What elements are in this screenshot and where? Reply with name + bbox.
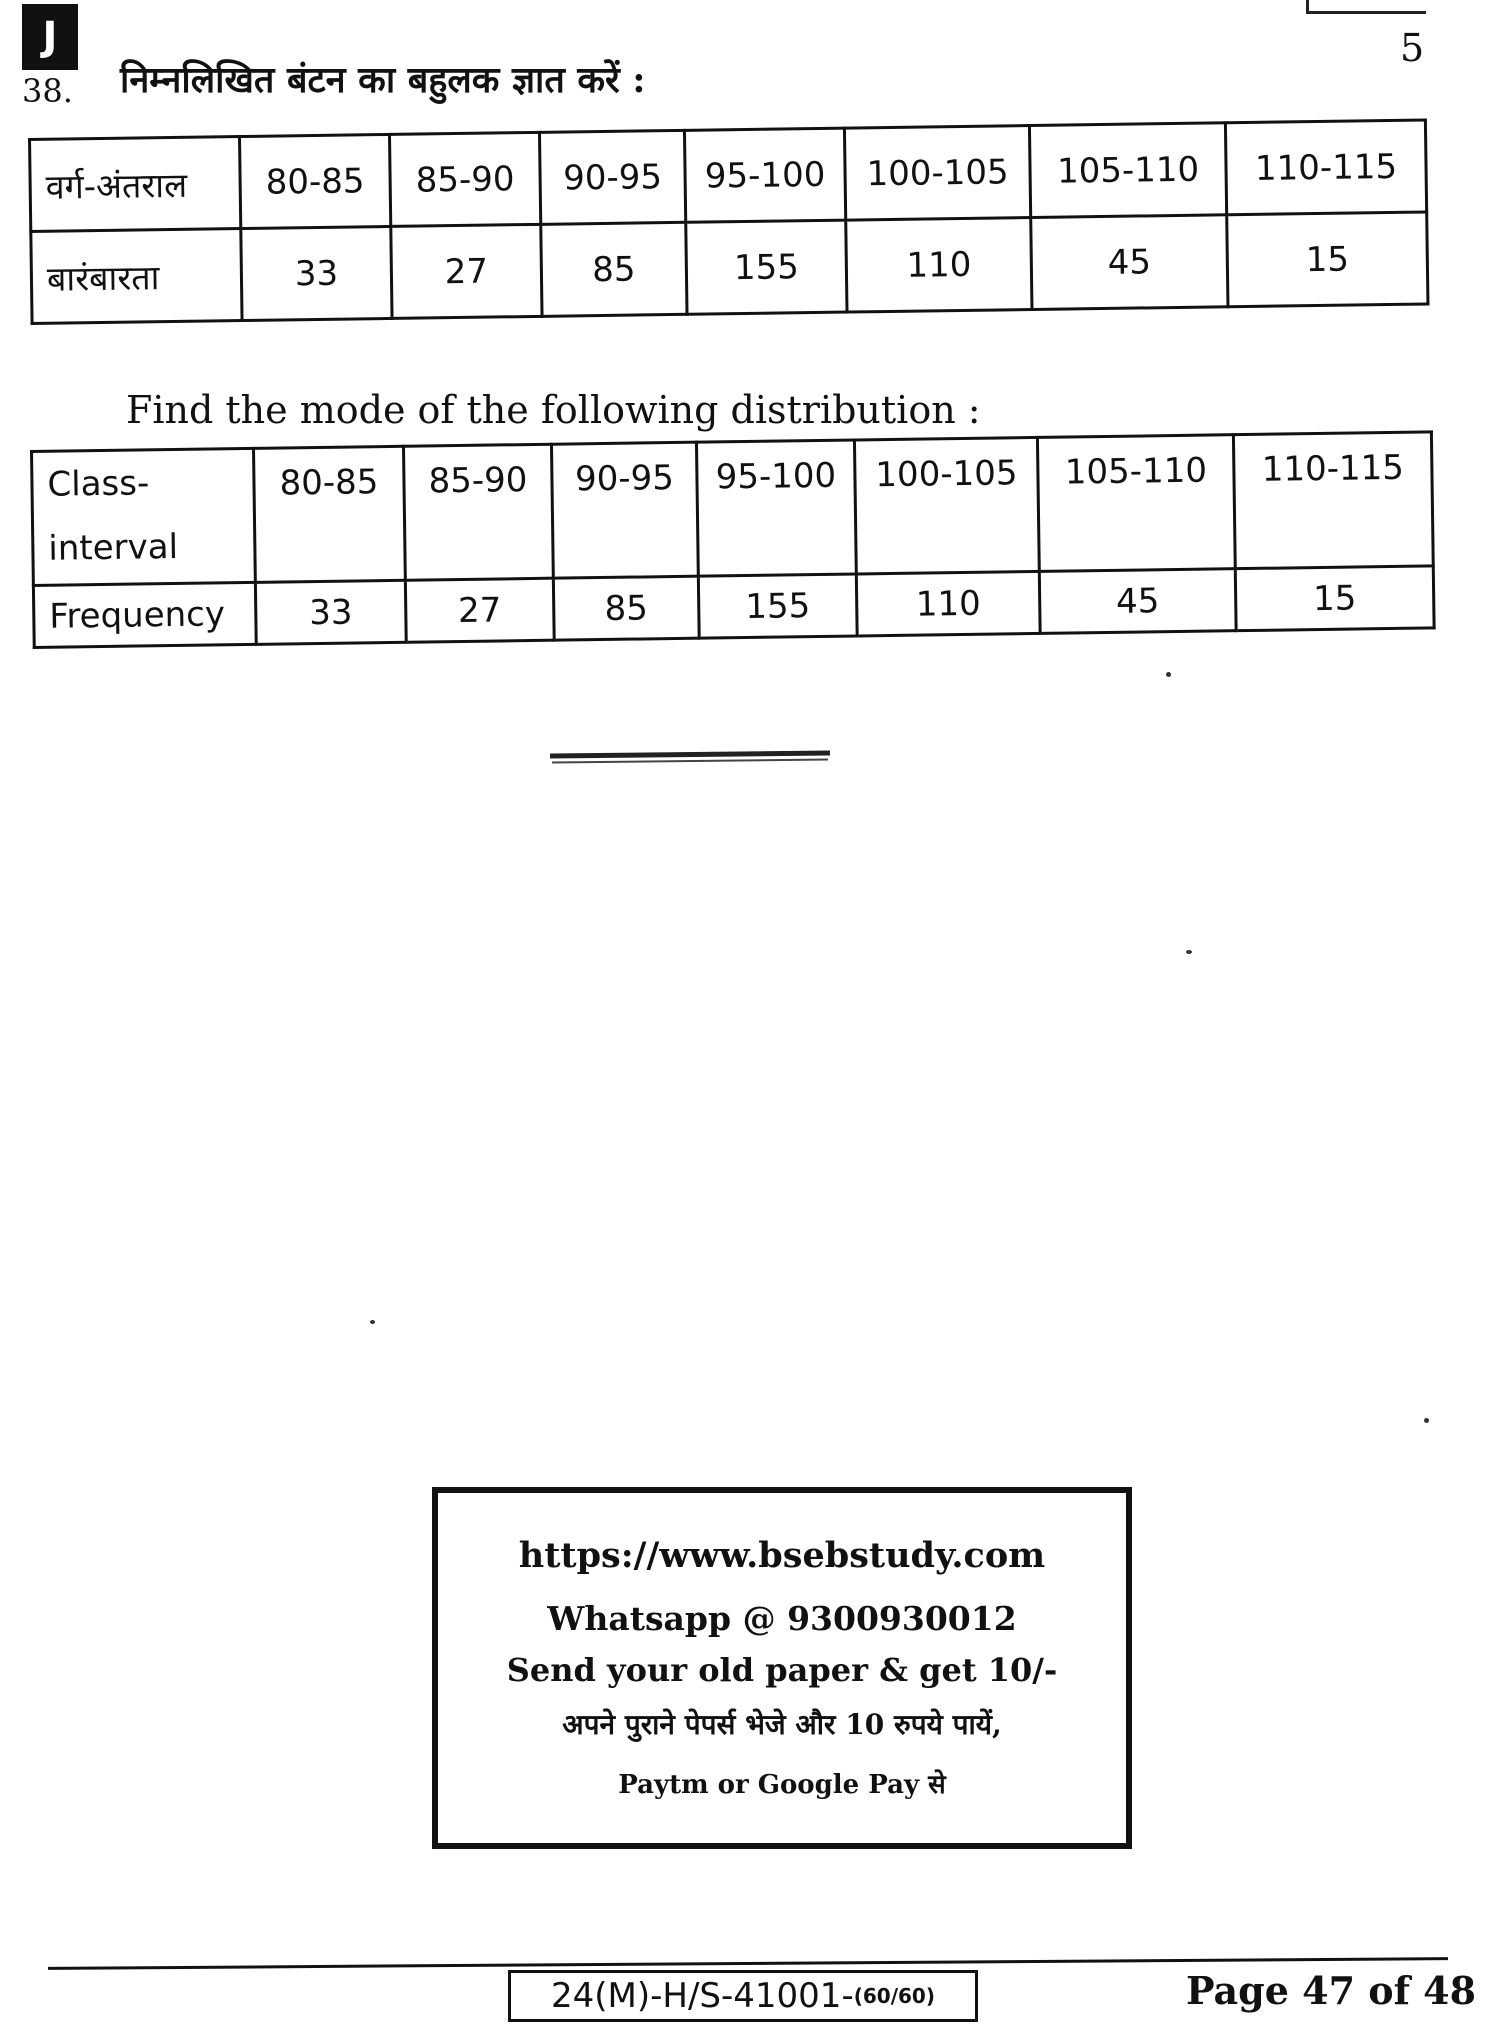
table-row <box>32 432 1434 586</box>
scan-speck <box>1186 950 1192 954</box>
table-cell: 155 <box>698 574 857 638</box>
table-cell: 110-115 <box>1233 432 1433 569</box>
table-cell: 33 <box>241 226 392 320</box>
promo-payment: Paytm or Google Pay से <box>618 1770 946 1800</box>
table-cell: 85 <box>553 576 699 640</box>
distribution-table-english <box>30 430 1436 649</box>
table-cell: 110-115 <box>1225 120 1426 215</box>
table-cell: 27 <box>391 224 542 318</box>
table-cell: 95-100 <box>684 128 845 222</box>
table-cell: 100-105 <box>854 437 1039 574</box>
promo-hindi-offer: अपने पुराने पेपर्स भेजे और 10 रुपये पायें, <box>562 1708 1002 1741</box>
table-cell: 85-90 <box>403 444 553 580</box>
table-cell: 110 <box>856 571 1040 636</box>
question-text-english: Find the mode of the following distribution : <box>126 388 981 432</box>
table-header-interval: वर्ग-अंतराल <box>30 137 241 232</box>
table-cell: 27 <box>405 578 554 642</box>
corner-mark <box>1306 0 1426 14</box>
scan-speck <box>370 1320 375 1324</box>
end-of-paper-rule-thin <box>552 759 828 764</box>
table-header-interval-line1: Class- <box>47 463 150 505</box>
table-cell: 110 <box>846 218 1032 313</box>
table-cell: 90-95 <box>539 130 685 224</box>
promo-whatsapp: Whatsapp @ 9300930012 <box>547 1599 1017 1638</box>
set-code-badge: J <box>22 4 78 70</box>
table-cell: 95-100 <box>696 440 856 576</box>
page-indicator: Page 47 of 48 <box>1186 1968 1477 2013</box>
table-cell: 15 <box>1227 212 1428 307</box>
table-cell: 105-110 <box>1029 123 1226 218</box>
table-cell: 33 <box>255 580 406 644</box>
table-row <box>31 212 1428 323</box>
table-cell: 45 <box>1031 215 1228 310</box>
paper-code-suffix: (60/60) <box>853 1984 935 2008</box>
table-cell: 15 <box>1235 566 1434 631</box>
page-number: 5 <box>1400 26 1425 70</box>
table-header-interval-line2: interval <box>48 526 179 569</box>
promo-send-offer: Send your old paper & get 10/- <box>506 1651 1058 1689</box>
question-number: 38. <box>22 72 73 110</box>
table-cell: 105-110 <box>1037 435 1235 572</box>
table-header-frequency: बारंबारता <box>31 229 242 324</box>
table-header-frequency: Frequency <box>33 582 256 647</box>
distribution-table-hindi <box>28 118 1429 325</box>
paper-code <box>508 1970 978 2022</box>
paper-code-text: 24(M)-H/S-41001- <box>551 1976 854 2016</box>
scan-speck <box>1166 672 1171 677</box>
question-text-hindi: निम्नलिखित बंटन का बहुलक ज्ञात करें : <box>120 59 646 101</box>
promo-url: https://www.bsebstudy.com <box>518 1535 1046 1576</box>
table-cell: 155 <box>686 220 847 314</box>
scan-speck <box>1424 1418 1429 1423</box>
table-cell: 45 <box>1039 569 1236 634</box>
table-cell: 80-85 <box>253 446 405 582</box>
table-header-interval <box>32 448 256 585</box>
table-cell: 85-90 <box>389 132 540 226</box>
table-cell: 100-105 <box>844 126 1030 221</box>
table-cell: 80-85 <box>240 134 391 228</box>
promo-box <box>432 1487 1132 1849</box>
table-cell: 85 <box>541 222 687 316</box>
end-of-paper-rule <box>550 751 830 759</box>
table-cell: 90-95 <box>551 442 698 578</box>
